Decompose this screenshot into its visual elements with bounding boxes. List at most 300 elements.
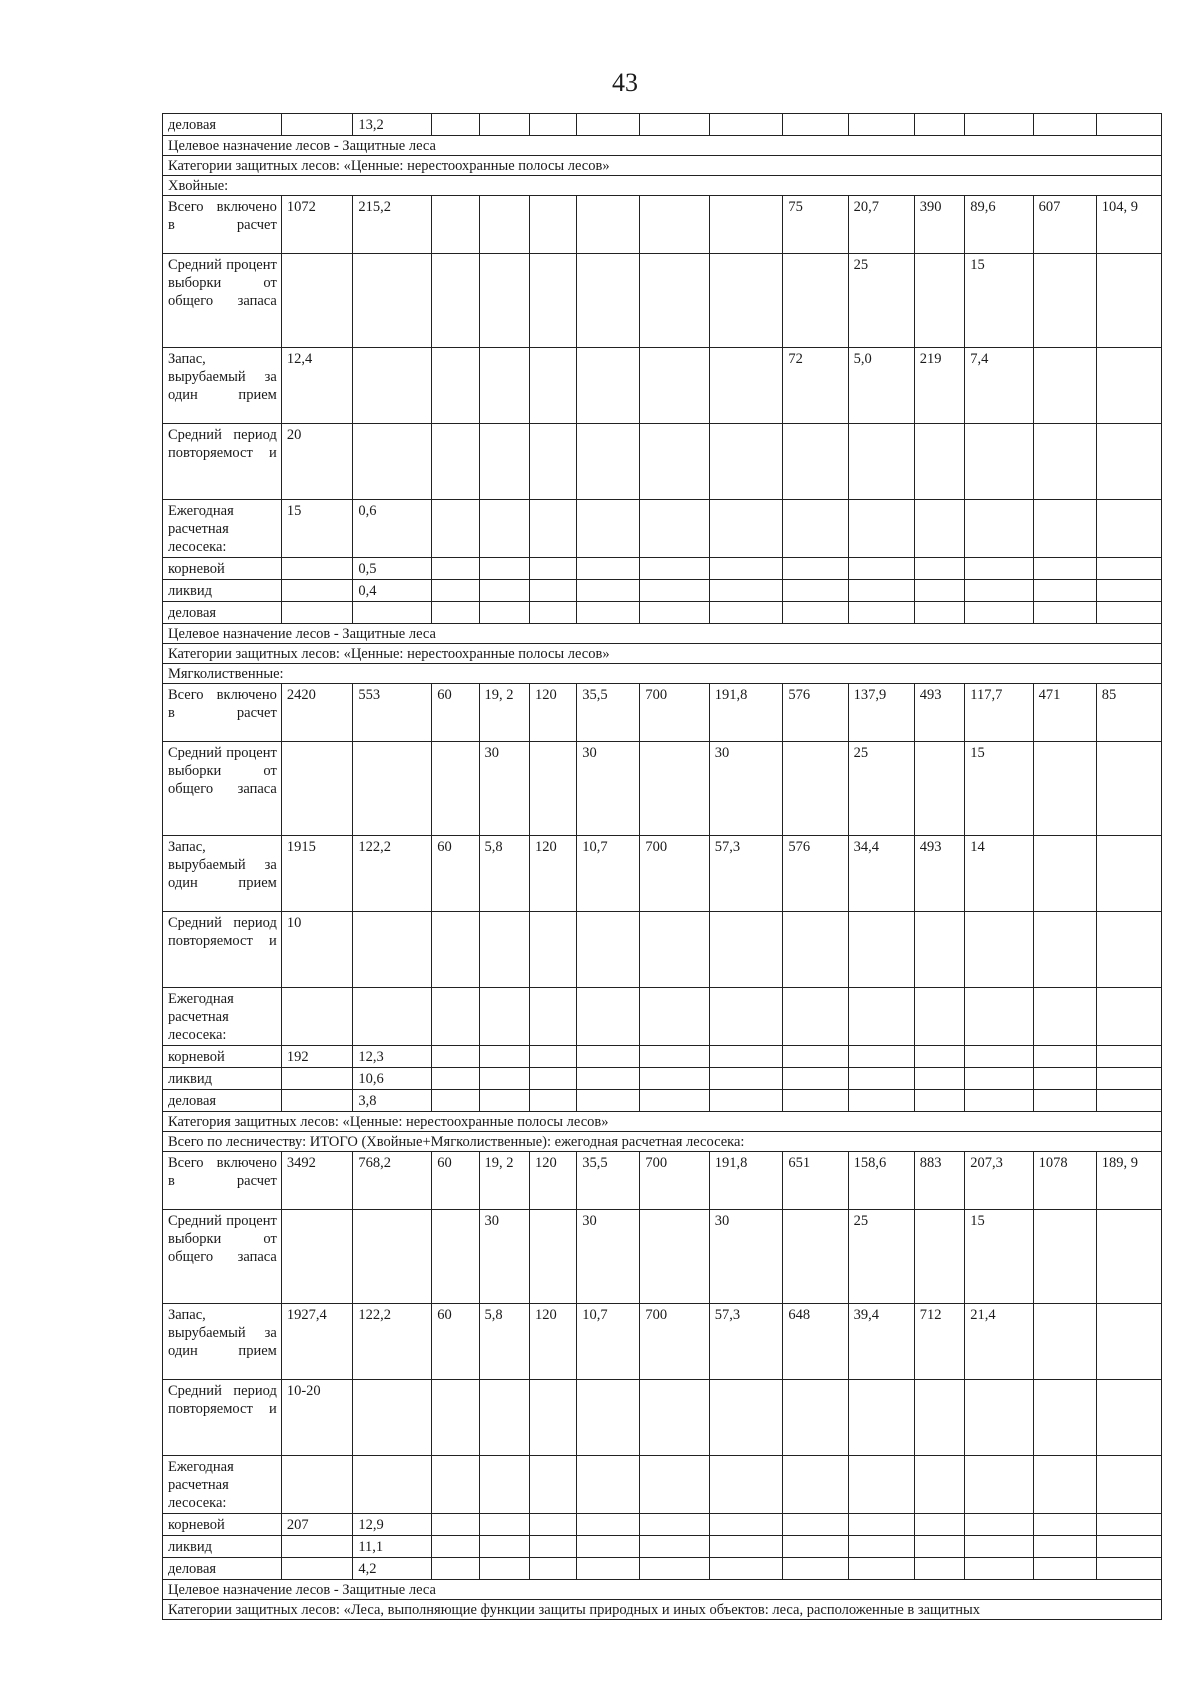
table-cell: 117,7 (965, 684, 1033, 742)
table-cell (709, 988, 783, 1046)
table-cell (1033, 1046, 1096, 1068)
table-cell (848, 580, 914, 602)
table-row (163, 1536, 1162, 1558)
purpose-header-row (163, 1580, 1162, 1600)
table-cell: 207,3 (965, 1152, 1033, 1210)
table-cell: 104, 9 (1096, 196, 1161, 254)
table-cell (640, 1210, 709, 1304)
table-cell (432, 602, 479, 624)
table-cell (1033, 1514, 1096, 1536)
table-cell (281, 114, 353, 136)
table-cell (709, 558, 783, 580)
category-header-row (163, 644, 1162, 664)
table-cell (709, 912, 783, 988)
table-cell (479, 988, 529, 1046)
table-cell (640, 580, 709, 602)
table-cell: 1915 (281, 836, 353, 912)
table-cell: 607 (1033, 196, 1096, 254)
table-cell (914, 1380, 964, 1456)
table-cell (783, 742, 848, 836)
table-cell: 5,8 (479, 1304, 529, 1380)
table-cell (640, 196, 709, 254)
table-cell (848, 424, 914, 500)
table-row (163, 1210, 1162, 1304)
table-cell (432, 1558, 479, 1580)
table-cell: 15 (965, 742, 1033, 836)
table-cell: 13,2 (353, 114, 432, 136)
table-cell: 700 (640, 1304, 709, 1380)
row-label: Запас, вырубаемый за один прием (163, 348, 282, 424)
table-cell: 89,6 (965, 196, 1033, 254)
table-row (163, 1046, 1162, 1068)
table-cell (965, 1046, 1033, 1068)
table-cell (432, 348, 479, 424)
table-cell (848, 1514, 914, 1536)
table-cell (577, 602, 640, 624)
table-cell: 191,8 (709, 684, 783, 742)
table-cell (432, 1456, 479, 1514)
table-row (163, 1558, 1162, 1580)
table-cell: 39,4 (848, 1304, 914, 1380)
table-cell (1096, 348, 1161, 424)
table-cell (1096, 602, 1161, 624)
table-cell (281, 558, 353, 580)
table-cell (353, 254, 432, 348)
row-label: деловая (163, 602, 282, 624)
table-row (163, 254, 1162, 348)
row-label: Ежегодная расчетная лесосека: (163, 988, 282, 1046)
table-cell (353, 1380, 432, 1456)
table-cell: 72 (783, 348, 848, 424)
group-header: Хвойные: (163, 176, 1162, 196)
table-cell (1096, 500, 1161, 558)
table-cell (914, 254, 964, 348)
table-cell: 471 (1033, 684, 1096, 742)
table-cell (1033, 1558, 1096, 1580)
table-cell (783, 1380, 848, 1456)
table-cell (965, 1090, 1033, 1112)
table-cell (1096, 254, 1161, 348)
table-cell (479, 1536, 529, 1558)
table-cell (1096, 580, 1161, 602)
table-cell: 35,5 (577, 684, 640, 742)
table-cell: 7,4 (965, 348, 1033, 424)
table-cell (281, 1558, 353, 1580)
table-row (163, 114, 1162, 136)
table-cell (640, 114, 709, 136)
table-cell (577, 424, 640, 500)
table-cell (479, 500, 529, 558)
table-cell (914, 580, 964, 602)
table-cell (1096, 1456, 1161, 1514)
table-cell (783, 254, 848, 348)
table-cell (353, 1210, 432, 1304)
table-cell (1033, 424, 1096, 500)
table-cell: 576 (783, 684, 848, 742)
table-cell (640, 1514, 709, 1536)
table-cell (529, 742, 576, 836)
table-cell (640, 1536, 709, 1558)
page-number: 43 (612, 68, 638, 97)
table-cell (848, 1558, 914, 1580)
table-cell (1033, 1090, 1096, 1112)
table-cell (709, 196, 783, 254)
table-cell (848, 1380, 914, 1456)
table-cell (479, 196, 529, 254)
table-cell: 207 (281, 1514, 353, 1536)
row-label: Всего включено в расчет (163, 1152, 282, 1210)
row-label: Средний период повторяемост и (163, 1380, 282, 1456)
table-cell (577, 988, 640, 1046)
table-cell: 700 (640, 1152, 709, 1210)
table-cell: 10,7 (577, 1304, 640, 1380)
table-cell: 137,9 (848, 684, 914, 742)
table-row (163, 836, 1162, 912)
table-cell (709, 254, 783, 348)
table-cell: 30 (709, 742, 783, 836)
table-cell (353, 988, 432, 1046)
table-cell (529, 1558, 576, 1580)
category-header: Категории защитных лесов: «Леса, выполняющие функции защиты природных и иных объектов: леса, расположенные в защитных (163, 1600, 1162, 1620)
table-cell (1033, 1536, 1096, 1558)
table-cell (281, 602, 353, 624)
table-row (163, 684, 1162, 742)
row-label: Средний процент выборки от общего запаса (163, 254, 282, 348)
table-row (163, 1514, 1162, 1536)
table-cell (965, 988, 1033, 1046)
table-cell (914, 1046, 964, 1068)
table-cell: 30 (577, 1210, 640, 1304)
table-cell (783, 1046, 848, 1068)
table-cell: 1072 (281, 196, 353, 254)
table-cell: 75 (783, 196, 848, 254)
table-cell (353, 602, 432, 624)
table-cell (914, 1210, 964, 1304)
table-cell (783, 580, 848, 602)
table-cell (965, 912, 1033, 988)
table-cell (529, 558, 576, 580)
table-cell (783, 424, 848, 500)
table-cell: 122,2 (353, 836, 432, 912)
table-cell (914, 500, 964, 558)
table-cell (479, 1090, 529, 1112)
table-cell (1033, 254, 1096, 348)
table-cell (1096, 1536, 1161, 1558)
row-label: Всего включено в расчет (163, 196, 282, 254)
table-cell (783, 912, 848, 988)
table-cell (479, 1514, 529, 1536)
table-cell: 30 (479, 742, 529, 836)
table-cell: 3492 (281, 1152, 353, 1210)
table-cell (432, 1046, 479, 1068)
table-cell (281, 1210, 353, 1304)
table-cell (577, 580, 640, 602)
table-cell: 12,4 (281, 348, 353, 424)
table-cell (529, 1536, 576, 1558)
table-cell (965, 114, 1033, 136)
table-cell (577, 1068, 640, 1090)
table-cell (529, 580, 576, 602)
category-header: Категории защитных лесов: «Ценные: нерестоохранные полосы лесов» (163, 644, 1162, 664)
row-label: Всего включено в расчет (163, 684, 282, 742)
table-cell (709, 424, 783, 500)
category-header-row (163, 1112, 1162, 1132)
table-cell (281, 1068, 353, 1090)
table-cell (709, 114, 783, 136)
table-cell: 0,4 (353, 580, 432, 602)
table-cell (529, 1046, 576, 1068)
table-cell (1033, 602, 1096, 624)
table-cell (709, 1090, 783, 1112)
row-label: Запас, вырубаемый за один прием (163, 1304, 282, 1380)
table-cell (577, 558, 640, 580)
table-cell (914, 742, 964, 836)
table-cell: 15 (965, 1210, 1033, 1304)
table-cell: 390 (914, 196, 964, 254)
table-cell: 122,2 (353, 1304, 432, 1380)
table-cell (432, 500, 479, 558)
row-label: корневой (163, 558, 282, 580)
table-cell: 57,3 (709, 1304, 783, 1380)
row-label: Средний процент выборки от общего запаса (163, 1210, 282, 1304)
table-cell: 60 (432, 1304, 479, 1380)
table-cell (577, 254, 640, 348)
table-cell: 768,2 (353, 1152, 432, 1210)
table-cell (965, 1456, 1033, 1514)
table-cell (281, 254, 353, 348)
table-cell (640, 1068, 709, 1090)
table-cell: 1927,4 (281, 1304, 353, 1380)
table-cell: 215,2 (353, 196, 432, 254)
table-cell (965, 558, 1033, 580)
table-cell: 189, 9 (1096, 1152, 1161, 1210)
table-cell (479, 602, 529, 624)
table-cell: 30 (577, 742, 640, 836)
table-cell (914, 424, 964, 500)
purpose-header: Целевое назначение лесов - Защитные леса (163, 1580, 1162, 1600)
table-cell (965, 602, 1033, 624)
table-cell (529, 114, 576, 136)
table-cell: 60 (432, 1152, 479, 1210)
table-cell (479, 1456, 529, 1514)
table-cell (479, 1380, 529, 1456)
table-row (163, 742, 1162, 836)
table-cell (432, 912, 479, 988)
table-cell (529, 912, 576, 988)
table-row (163, 1152, 1162, 1210)
table-cell (709, 1558, 783, 1580)
table-row (163, 424, 1162, 500)
table-cell: 15 (281, 500, 353, 558)
table-cell (529, 1514, 576, 1536)
table-cell (640, 742, 709, 836)
table-cell (353, 912, 432, 988)
table-cell (529, 602, 576, 624)
table-cell (914, 1456, 964, 1514)
table-cell (965, 500, 1033, 558)
table-cell (1096, 1514, 1161, 1536)
table-cell (529, 348, 576, 424)
table-cell (432, 1090, 479, 1112)
row-label: ликвид (163, 580, 282, 602)
table-cell: 20 (281, 424, 353, 500)
table-cell (640, 1090, 709, 1112)
table-cell (577, 1046, 640, 1068)
table-cell (848, 1456, 914, 1514)
table-cell: 35,5 (577, 1152, 640, 1210)
category-header-row (163, 1600, 1162, 1620)
table-cell (709, 348, 783, 424)
table-cell (432, 1380, 479, 1456)
table-cell: 700 (640, 836, 709, 912)
table-cell (783, 1514, 848, 1536)
table-cell (281, 1536, 353, 1558)
table-cell (783, 988, 848, 1046)
table-cell (965, 580, 1033, 602)
category-header: Категория защитных лесов: «Ценные: нерестоохранные полосы лесов» (163, 1112, 1162, 1132)
table-cell: 5,0 (848, 348, 914, 424)
table-cell (1096, 1210, 1161, 1304)
table-cell (281, 742, 353, 836)
table-row (163, 1068, 1162, 1090)
row-label: деловая (163, 1090, 282, 1112)
row-label: Ежегодная расчетная лесосека: (163, 1456, 282, 1514)
table-cell (914, 912, 964, 988)
table-cell (529, 1090, 576, 1112)
table-cell: 20,7 (848, 196, 914, 254)
table-cell (1096, 1558, 1161, 1580)
table-cell (432, 580, 479, 602)
table-cell (709, 1380, 783, 1456)
row-label: Средний период повторяемост и (163, 424, 282, 500)
table-cell: 57,3 (709, 836, 783, 912)
table-cell: 883 (914, 1152, 964, 1210)
table-cell: 120 (529, 836, 576, 912)
table-cell (529, 254, 576, 348)
row-label: деловая (163, 1558, 282, 1580)
table-row (163, 500, 1162, 558)
table-cell (1033, 558, 1096, 580)
table-cell (432, 196, 479, 254)
table-cell (1033, 912, 1096, 988)
table-cell: 10,6 (353, 1068, 432, 1090)
table-cell: 192 (281, 1046, 353, 1068)
table-cell: 120 (529, 1152, 576, 1210)
table-row (163, 580, 1162, 602)
table-cell (640, 1558, 709, 1580)
table-cell (1033, 1456, 1096, 1514)
table-cell (783, 1558, 848, 1580)
table-cell (640, 500, 709, 558)
table-cell: 120 (529, 684, 576, 742)
table-cell: 34,4 (848, 836, 914, 912)
table-cell: 553 (353, 684, 432, 742)
table-cell (529, 988, 576, 1046)
table-cell (577, 912, 640, 988)
table-cell (709, 500, 783, 558)
table-cell: 5,8 (479, 836, 529, 912)
table-cell: 10,7 (577, 836, 640, 912)
table-cell (1033, 1210, 1096, 1304)
row-label: Ежегодная расчетная лесосека: (163, 500, 282, 558)
table-cell (965, 1068, 1033, 1090)
group-header-row (163, 176, 1162, 196)
table-cell: 60 (432, 684, 479, 742)
table-cell (353, 348, 432, 424)
table-cell (640, 1046, 709, 1068)
table-cell (783, 558, 848, 580)
table-cell: 219 (914, 348, 964, 424)
table-row (163, 912, 1162, 988)
table-cell (965, 1536, 1033, 1558)
group-header-row (163, 664, 1162, 684)
row-label: Запас, вырубаемый за один прием (163, 836, 282, 912)
table-cell (1096, 912, 1161, 988)
table-cell (281, 988, 353, 1046)
table-cell: 3,8 (353, 1090, 432, 1112)
table-cell (848, 1068, 914, 1090)
table-cell (914, 602, 964, 624)
table-cell (529, 1068, 576, 1090)
table-cell (479, 348, 529, 424)
table-cell (848, 558, 914, 580)
table-cell: 14 (965, 836, 1033, 912)
table-cell (577, 1456, 640, 1514)
table-cell (1096, 1046, 1161, 1068)
table-cell (281, 1090, 353, 1112)
table-cell (577, 114, 640, 136)
table-cell (1033, 114, 1096, 136)
category-header-row (163, 156, 1162, 176)
table-cell: 712 (914, 1304, 964, 1380)
table-cell: 4,2 (353, 1558, 432, 1580)
table-cell (479, 254, 529, 348)
table-cell (709, 1068, 783, 1090)
table-cell (1033, 348, 1096, 424)
table-cell: 25 (848, 254, 914, 348)
table-row (163, 348, 1162, 424)
table-cell (577, 1380, 640, 1456)
table-cell (1033, 580, 1096, 602)
table-cell (640, 602, 709, 624)
row-label: Средний период повторяемост и (163, 912, 282, 988)
table-cell (640, 424, 709, 500)
table-cell (965, 1514, 1033, 1536)
table-cell (1033, 1304, 1096, 1380)
table-cell (783, 1068, 848, 1090)
table-cell (914, 558, 964, 580)
table-cell (432, 558, 479, 580)
table-cell (1096, 742, 1161, 836)
table-row (163, 558, 1162, 580)
table-cell (1033, 500, 1096, 558)
table-cell (1096, 424, 1161, 500)
table-cell (529, 1456, 576, 1514)
table-cell: 30 (479, 1210, 529, 1304)
category-header: Категории защитных лесов: «Ценные: нерестоохранные полосы лесов» (163, 156, 1162, 176)
table-row (163, 1380, 1162, 1456)
table-cell (479, 1046, 529, 1068)
table-cell (640, 558, 709, 580)
row-label: ликвид (163, 1068, 282, 1090)
table-cell (709, 602, 783, 624)
table-cell (640, 1456, 709, 1514)
table-cell (709, 1046, 783, 1068)
table-cell: 19, 2 (479, 1152, 529, 1210)
table-cell (353, 1456, 432, 1514)
table-cell (1033, 836, 1096, 912)
table-cell (1096, 988, 1161, 1046)
